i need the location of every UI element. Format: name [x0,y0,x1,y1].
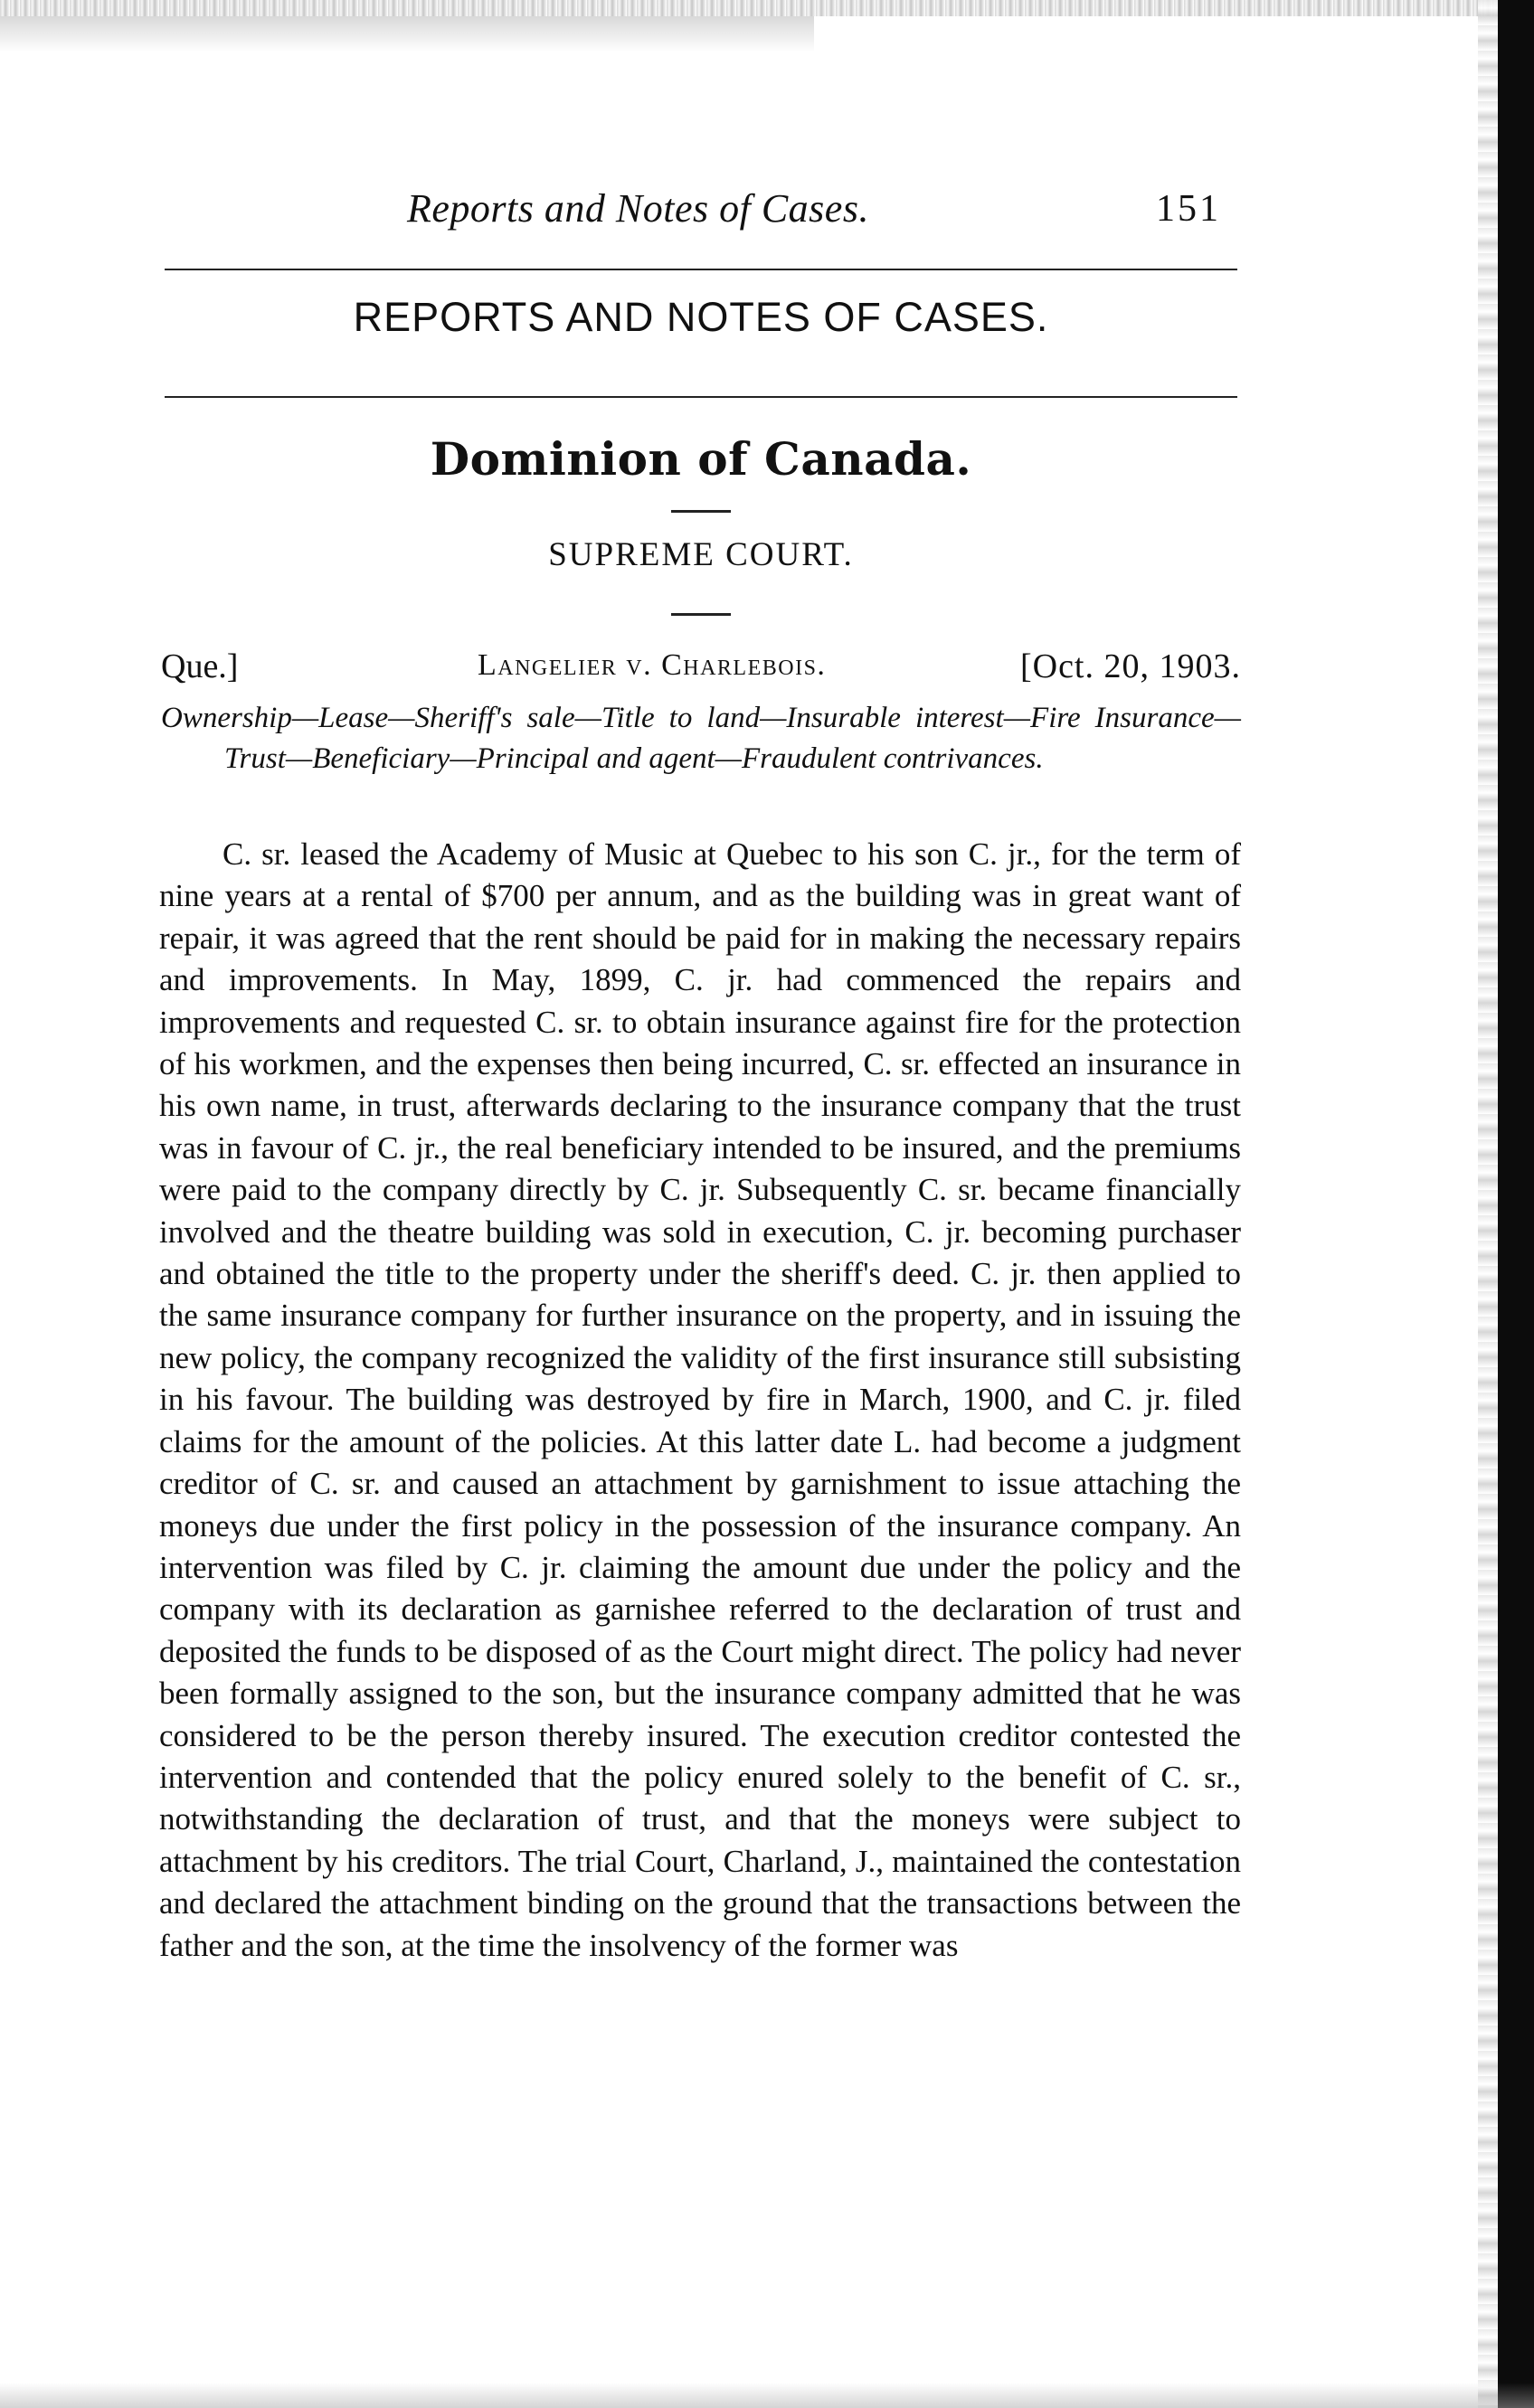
case-province: Que.] [161,647,239,685]
page-number: 151 [1156,188,1221,230]
section-rule [165,396,1237,398]
body-paragraph: C. sr. leased the Academy of Music at Quebec to his son C. jr., for the term of nine years at a rental of $700 per annum, and as the building was in great want of repair, it was agreed that the rent should be paid for in making the necessary repairs and improvements. In May, 1899, C. jr. had commenced the repairs and improvements and requested C. sr. to obtain insurance against fire for the protection of his workmen, and the expenses then being incurred, C. sr. effected an insurance in his own name, in trust, afterwards declaring to the insurance company that the trust was in favour of C. jr., the real beneficiary intended to be insured, and the premiums were paid to the company directly by C. jr. Subsequently C. sr. became financially involved and the theatre building was sold in execution, C. jr. becoming purchaser and obtained the title to the property under the sheriff's deed. C. jr. then applied to the same insurance company for further insurance on the property, and in issuing the new policy, the company recognized the validity of the first insurance still subsisting in his favour. The building was destroyed by fire in March, 1900, and C. jr. filed claims for the amount of the policies. At this latter date L. had become a judgment creditor of C. sr. and caused an attachment by garnishment to issue attaching the moneys due under the first policy in the possession of the insurance company. An intervention was filed by C. jr. claiming the amount due under the policy and the company with its declaration as garnishee referred to the declaration of trust and deposited the funds to be disposed of as the Court might direct. The policy had never been formally assigned to the son, but the insurance company admitted that he was considered to be the person thereby insured. The execution creditor contested the intervention and contended that the policy enured solely to the benefit of C. sr., notwithstanding the declaration of trust, and that the moneys were subject to attachment by his creditors. The trial Court, Charland, J., maintained the contestation and declared the attachment binding on the ground that the transactions between the father and the son, at the time the insolvency of the former was [159,836,1241,1963]
jurisdiction-heading: Dominion of Canada. [430,432,972,486]
scan-top-shading [0,16,814,52]
scan-bottom-edge [0,2383,1534,2408]
scan-right-binding-shadow [1478,0,1498,2408]
running-title: Reports and Notes of Cases. [407,186,869,231]
case-parties: Langelier v. Charlebois. [478,648,827,682]
running-head [163,185,1239,240]
case-date: [Oct. 20, 1903. [1019,647,1241,685]
scan-right-edge [1498,0,1534,2408]
headnote [161,698,1241,779]
case-citation-line [161,647,1241,692]
short-divider [671,613,731,616]
scan-top-edge [0,0,1534,16]
header-rule [165,269,1237,270]
headnote-text: Ownership—Lease—Sheriff's sale—Title to land—Insurable interest—Fire Insurance—Trust—Beneficiary—Principal and agent—Fraudulent contrivances. [161,702,1241,775]
short-divider [671,510,731,513]
section-heading: REPORTS AND NOTES OF CASES. [353,294,1049,340]
case-report-body [159,834,1241,1967]
court-heading: SUPREME COURT. [548,536,854,573]
